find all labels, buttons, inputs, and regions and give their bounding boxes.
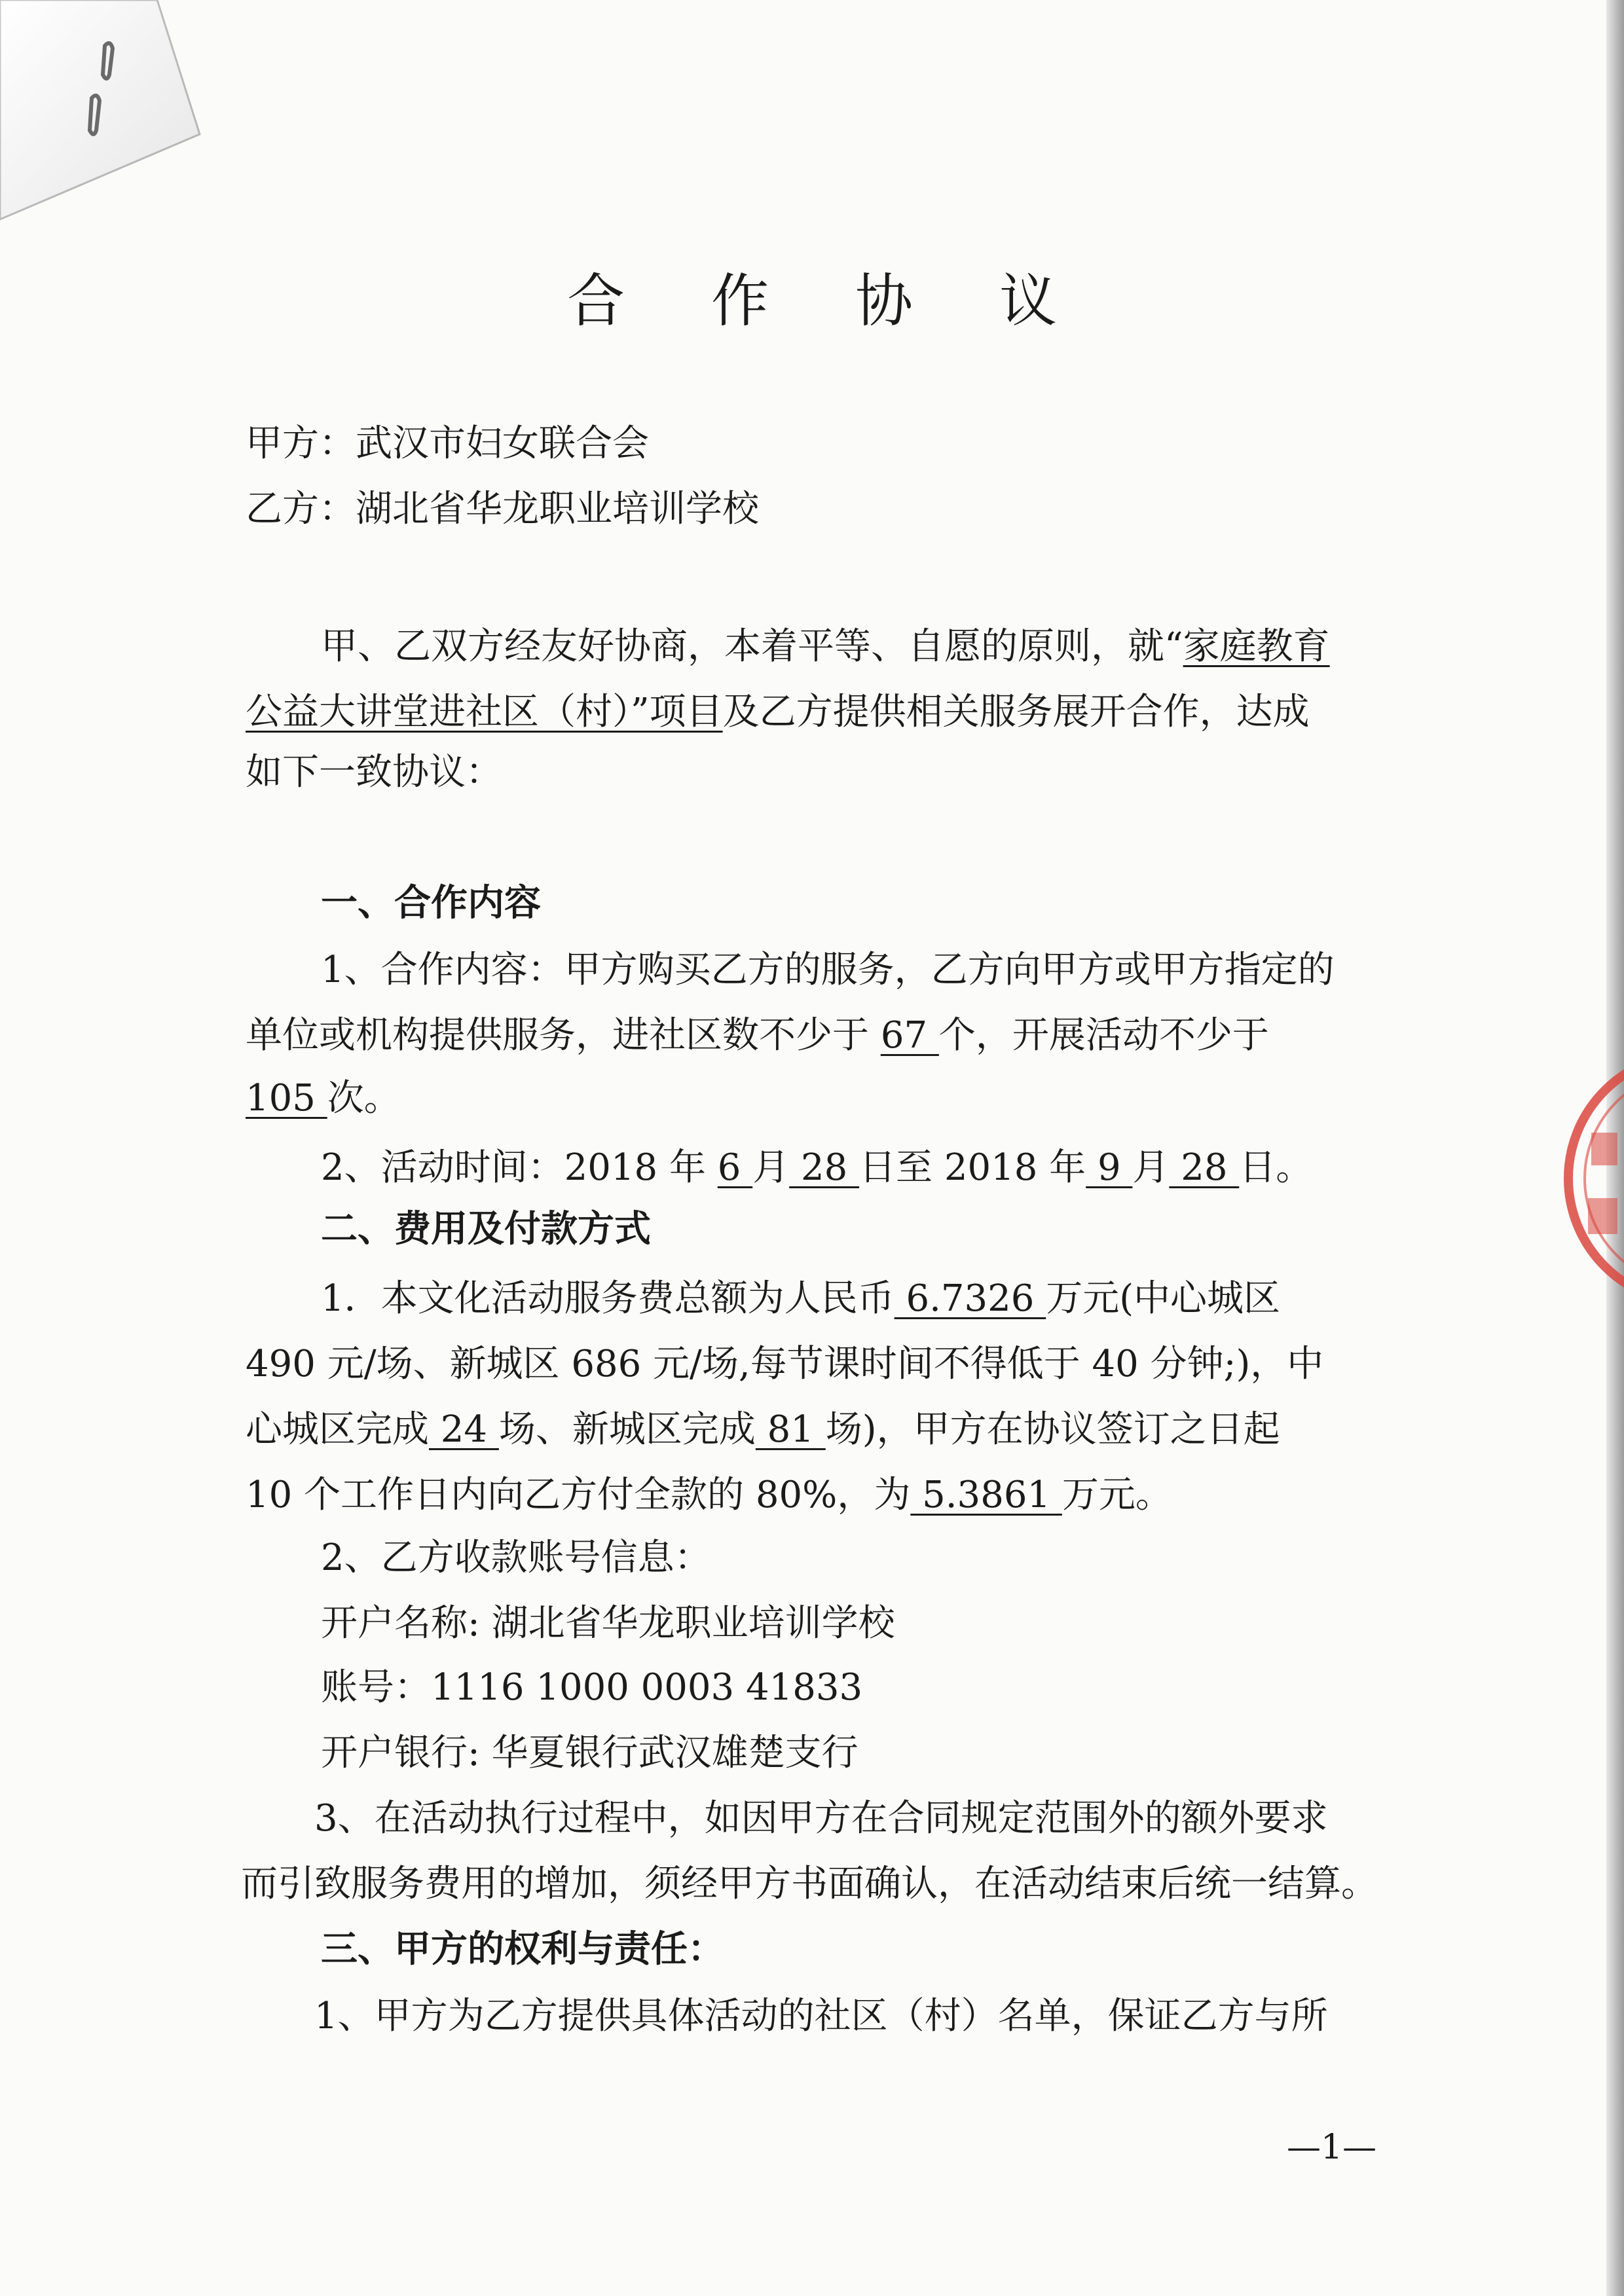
bank-name: 开户银行: 华夏银行武汉雄楚支行 xyxy=(321,1732,858,1774)
s1-item1-line1: 1、合作内容：甲方购买乙方的服务，乙方向甲方或甲方指定的 xyxy=(321,949,1335,991)
account-name: 开户名称: 湖北省华龙职业培训学校 xyxy=(321,1602,895,1645)
section-2-heading: 二、费用及付款方式 xyxy=(321,1208,651,1250)
intro-line-1: 甲、乙双方经友好协商，本着平等、自愿的原则，就“家庭教育 xyxy=(321,625,1330,668)
s2-item2-heading: 2、乙方收款账号信息： xyxy=(321,1537,711,1579)
s1-item1-line3: 105 次。 xyxy=(246,1077,401,1120)
folded-corner-staples xyxy=(0,0,216,223)
s2-item1-line4: 10 个工作日内向乙方付全款的 80%，为 5.3861 万元。 xyxy=(246,1474,1172,1516)
intro-line-3: 如下一致协议： xyxy=(246,751,502,793)
account-number: 账号：1116 1000 0003 41833 xyxy=(321,1666,863,1709)
s2-item3-line1: 3、在活动执行过程中，如因甲方在合同规定范围外的额外要求 xyxy=(314,1797,1328,1840)
s3-item1-line1: 1、甲方为乙方提供具体活动的社区（村）名单，保证乙方与所 xyxy=(314,1995,1328,2037)
s1-item2-activity-time: 2、活动时间：2018 年 6 月 28 日至 2018 年 9 月 28 日。 xyxy=(321,1146,1313,1189)
advance-amount: 5.3861 xyxy=(910,1474,1062,1516)
s2-item1-line1: 1．本文化活动服务费总额为人民币 6.7326 万元(中心城区 xyxy=(321,1277,1281,1320)
s2-item3-line2: 而引致服务费用的增加，须经甲方书面确认，在活动结束后统一结算。 xyxy=(241,1863,1378,1905)
intro-line-2: 公益大讲堂进社区（村）”项目及乙方提供相关服务展开合作，达成 xyxy=(246,691,1310,733)
s1-item1-line2: 单位或机构提供服务，进社区数不少于 67 个，开展活动不少于 xyxy=(246,1014,1269,1057)
community-count: 67 xyxy=(880,1014,939,1057)
party-b: 乙方：湖北省华龙职业培训学校 xyxy=(246,488,759,530)
s2-item1-line3: 心城区完成 24 场、新城区完成 81 场)，甲方在协议签订之日起 xyxy=(246,1408,1280,1451)
red-seal-stamp xyxy=(1559,1048,1624,1309)
total-amount: 6.7326 xyxy=(894,1277,1046,1320)
party-a: 甲方：武汉市妇女联合会 xyxy=(246,422,649,465)
section-3-heading: 三、甲方的权利与责任： xyxy=(321,1928,724,1971)
page-number: —1— xyxy=(1287,2128,1377,2167)
document-title: 合 作 协 议 xyxy=(567,267,1091,335)
section-1-heading: 一、合作内容 xyxy=(321,882,541,924)
activity-count: 105 xyxy=(246,1077,327,1120)
s2-item1-line2: 490 元/场、新城区 686 元/场,每节课时间不得低于 40 分钟;)，中 xyxy=(246,1343,1324,1385)
